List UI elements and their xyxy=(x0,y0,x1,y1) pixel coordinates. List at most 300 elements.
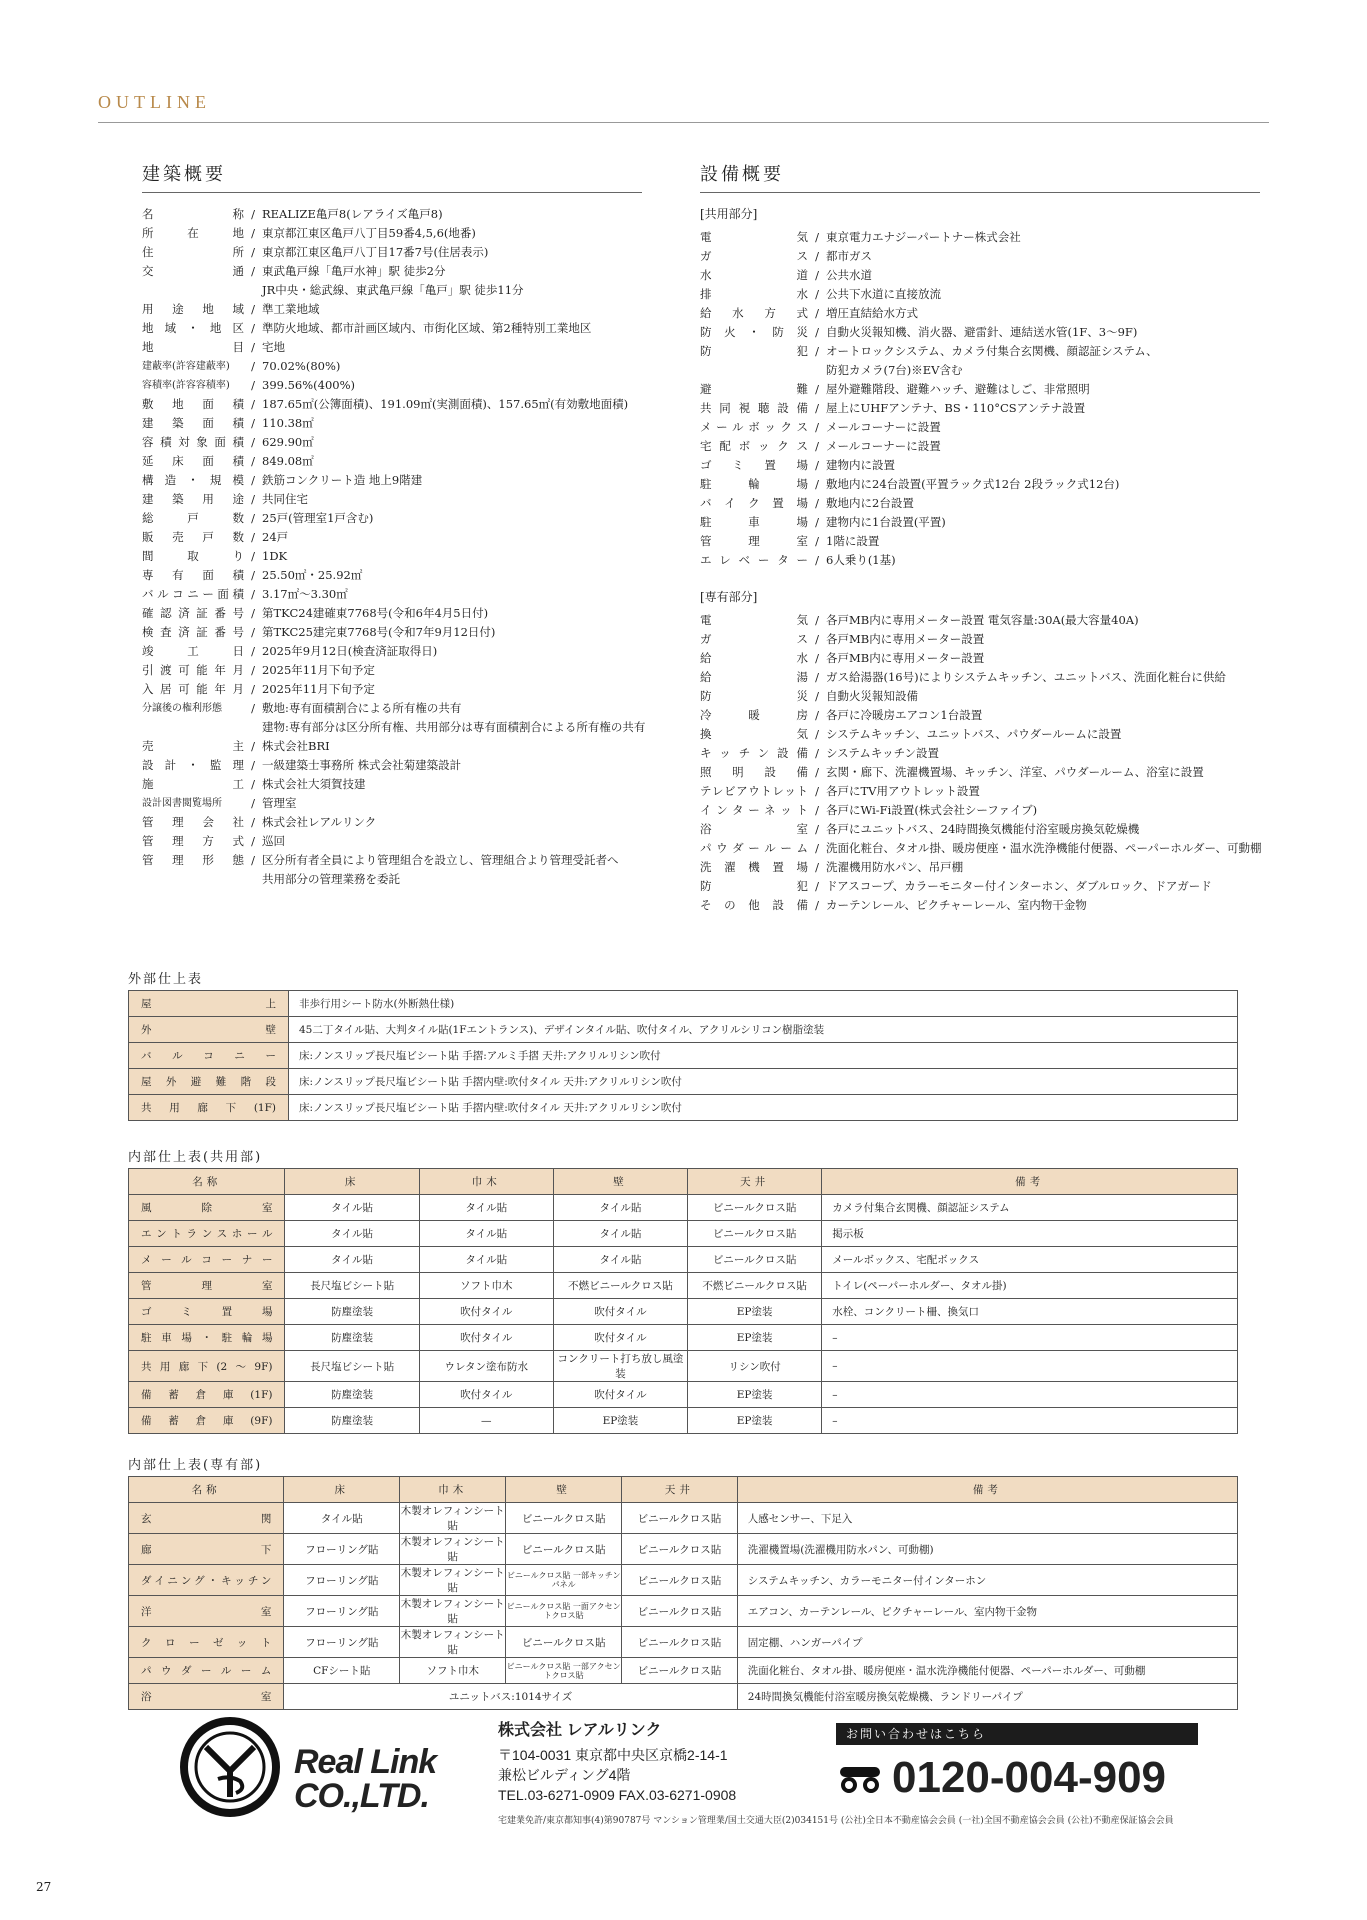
table-cell: EP塗装 xyxy=(688,1408,822,1434)
table-cell: – xyxy=(822,1382,1238,1408)
table-row xyxy=(129,1273,1238,1299)
table-cell: 吹付タイル xyxy=(419,1325,553,1351)
table-cell: エアコン、カーテンレール、ピクチャーレール、室内物干金物 xyxy=(737,1596,1237,1627)
column-header: 名称 xyxy=(129,1169,285,1195)
spec-value: 東京都江東区亀戸八丁目59番4,5,6(地番) xyxy=(262,226,476,240)
spec-separator: / xyxy=(251,701,255,715)
spec-label: 建築用途 xyxy=(142,492,244,506)
row-label: 駐車場・駐輪場 xyxy=(129,1325,285,1351)
spec-row xyxy=(142,528,642,547)
spec-label: ガス xyxy=(700,632,808,646)
table-cell: システムキッチン、カラーモニター付インターホン xyxy=(737,1565,1237,1596)
spec-value: 24戸 xyxy=(262,530,289,544)
spec-row xyxy=(700,228,1260,247)
column-header: 備考 xyxy=(737,1477,1237,1503)
spec-row xyxy=(700,475,1260,494)
spec-value: 25.50㎡・25.92㎡ xyxy=(262,568,363,582)
spec-separator: / xyxy=(815,496,819,510)
spec-label: 住所 xyxy=(142,245,244,259)
spec-label: 確認済証番号 xyxy=(142,606,244,620)
table-cell: 洗面化粧台、タオル掛、暖房便座・温水洗浄機能付便器、ペーパーホルダー、可動棚 xyxy=(737,1658,1237,1684)
spec-label: 排水 xyxy=(700,287,808,301)
interior-common-finish-table xyxy=(128,1168,1238,1434)
row-label: 管理室 xyxy=(129,1273,285,1299)
spec-row xyxy=(700,399,1260,418)
spec-label: 施工 xyxy=(142,777,244,791)
row-label: バルコニー xyxy=(129,1043,289,1069)
column-header: 巾木 xyxy=(400,1477,506,1503)
spec-row xyxy=(142,832,642,851)
table-cell: 不燃ビニールクロス貼 xyxy=(553,1273,687,1299)
spec-row xyxy=(700,649,1260,668)
row-value: 床:ノンスリップ長尺塩ビシート貼 手摺内壁:吹付タイル 天井:アクリルリシン吹付 xyxy=(289,1069,1238,1095)
spec-separator: / xyxy=(815,477,819,491)
table-row xyxy=(129,1299,1238,1325)
row-label: 備蓄倉庫(9F) xyxy=(129,1408,285,1434)
real-link-logo-icon xyxy=(180,1717,280,1817)
column-header: 天井 xyxy=(688,1169,822,1195)
spec-value-continued: 共用部分の管理業務を委託 xyxy=(262,872,400,886)
spec-label: 電気 xyxy=(700,613,808,627)
table-cell: – xyxy=(822,1351,1238,1382)
spec-separator: / xyxy=(251,511,255,525)
license-info: 宅建業免許/東京都知事(4)第90787号 マンション管理業/国土交通大臣(2)034151号 (公社)全日本不動産協会会員 (一社)全国不動産協会会員 (公社)不動産保証協会会員 xyxy=(498,1816,1174,1826)
spec-separator: / xyxy=(251,435,255,449)
table-cell: カメラ付集合玄関機、顔認証システム xyxy=(822,1195,1238,1221)
private-area-list xyxy=(700,611,1260,915)
column-header: 床 xyxy=(285,1169,419,1195)
private-area-title: [専有部分] xyxy=(700,590,758,604)
building-overview xyxy=(142,160,646,889)
spec-separator: / xyxy=(815,632,819,646)
table-row xyxy=(129,1095,1238,1121)
spec-separator: / xyxy=(251,796,255,810)
table-cell: EP塗装 xyxy=(688,1325,822,1351)
spec-row xyxy=(142,262,642,281)
spec-label: 地目 xyxy=(142,340,244,354)
table-row xyxy=(129,1195,1238,1221)
spec-value: 敷地:専有面積割合による所有権の共有 xyxy=(262,701,462,715)
spec-label: 宅配ボックス xyxy=(700,439,808,453)
spec-label: エレベーター xyxy=(700,553,808,567)
spec-label: インターネット xyxy=(700,803,808,817)
row-label: メールコーナー xyxy=(129,1247,285,1273)
spec-separator: / xyxy=(251,492,255,506)
table-cell: — xyxy=(419,1408,553,1434)
interior-private-table-title: 内部仕上表(専有部) xyxy=(128,1458,263,1473)
spec-label: 検査済証番号 xyxy=(142,625,244,639)
spec-value: システムキッチン設置 xyxy=(826,746,940,760)
spec-separator: / xyxy=(815,822,819,836)
spec-label: 防災 xyxy=(700,689,808,703)
row-label: 屋上 xyxy=(129,991,289,1017)
row-label: ゴミ置場 xyxy=(129,1299,285,1325)
spec-label: 防犯 xyxy=(700,344,808,358)
table-cell: ユニットバス:1014サイズ xyxy=(284,1684,737,1710)
spec-row xyxy=(700,630,1260,649)
spec-row xyxy=(142,414,642,433)
spec-separator: / xyxy=(251,454,255,468)
spec-separator: / xyxy=(815,651,819,665)
spec-value: 70.02%(80%) xyxy=(262,359,341,373)
table-row xyxy=(129,1043,1238,1069)
spec-label: 売主 xyxy=(142,739,244,753)
spec-value-continued: JR中央・総武線、東武亀戸線「亀戸」駅 徒歩11分 xyxy=(262,283,524,297)
spec-row xyxy=(700,437,1260,456)
table-cell: ビニールクロス貼 xyxy=(622,1596,738,1627)
spec-separator: / xyxy=(815,268,819,282)
table-cell: ビニールクロス貼 一部アクセントクロス貼 xyxy=(506,1658,622,1684)
spec-separator: / xyxy=(251,226,255,240)
table-cell: タイル貼 xyxy=(285,1247,419,1273)
table-cell: フローリング貼 xyxy=(284,1534,400,1565)
spec-value: 849.08㎡ xyxy=(262,454,314,468)
spec-separator: / xyxy=(251,359,255,373)
table-cell: タイル貼 xyxy=(284,1503,400,1534)
spec-value: 629.90㎡ xyxy=(262,435,314,449)
spec-value: メールコーナーに設置 xyxy=(826,439,941,453)
exterior-table-title: 外部仕上表 xyxy=(128,972,204,987)
spec-separator: / xyxy=(251,207,255,221)
spec-value: 東京電力エナジーパートナー株式会社 xyxy=(826,230,1021,244)
spec-separator: / xyxy=(251,245,255,259)
table-row xyxy=(129,1627,1238,1658)
table-cell: タイル貼 xyxy=(419,1195,553,1221)
spec-row xyxy=(142,661,642,680)
spec-label: ガス xyxy=(700,249,808,263)
spec-label: 避難 xyxy=(700,382,808,396)
table-cell: 防塵塗装 xyxy=(285,1382,419,1408)
spec-label: 駐輪場 xyxy=(700,477,808,491)
brand-line-1: Real Link xyxy=(294,1743,437,1781)
spec-separator: / xyxy=(815,458,819,472)
spec-label: 総戸数 xyxy=(142,511,244,525)
phone-number: 0120-004-909 xyxy=(892,1753,1167,1802)
spec-separator: / xyxy=(815,553,819,567)
column-header: 備考 xyxy=(822,1169,1238,1195)
table-cell: タイル貼 xyxy=(553,1221,687,1247)
brand-name xyxy=(294,1745,436,1813)
table-row xyxy=(129,1596,1238,1627)
table-cell: 洗濯機置場(洗濯機用防水パン、可動棚) xyxy=(737,1534,1237,1565)
spec-value: 自動火災報知設備 xyxy=(826,689,918,703)
spec-separator: / xyxy=(815,879,819,893)
table-cell: ビニールクロス貼 xyxy=(688,1247,822,1273)
table-cell: ビニールクロス貼 xyxy=(506,1503,622,1534)
spec-value: 第TKC24建確東7768号(令和6年4月5日付) xyxy=(262,606,489,620)
spec-value: REALIZE亀戸8(レアライズ亀戸8) xyxy=(262,207,443,221)
spec-value: 2025年11月下旬予定 xyxy=(262,663,375,677)
spec-label: 管理形態 xyxy=(142,853,244,867)
table-cell: 防塵塗装 xyxy=(285,1408,419,1434)
spec-label: 販売戸数 xyxy=(142,530,244,544)
spec-value: 建物内に設置 xyxy=(826,458,895,472)
spec-row xyxy=(142,585,642,604)
company-name: 株式会社 レアルリンク xyxy=(498,1722,662,1739)
spec-row xyxy=(142,604,642,623)
table-cell: フローリング貼 xyxy=(284,1627,400,1658)
column-header: 壁 xyxy=(553,1169,687,1195)
spec-value: 第TKC25建完東7768号(令和7年9月12日付) xyxy=(262,625,496,639)
spec-value: 各戸にTV用アウトレット設置 xyxy=(826,784,980,798)
spec-separator: / xyxy=(815,325,819,339)
spec-value: 敷地内に2台設置 xyxy=(826,496,914,510)
spec-value: ガス給湯器(16号)によりシステムキッチン、ユニットバス、洗面化粧台に供給 xyxy=(826,670,1226,684)
table-cell: 長尺塩ビシート貼 xyxy=(285,1273,419,1299)
spec-label: パウダールーム xyxy=(700,841,808,855)
row-label: 浴室 xyxy=(129,1684,284,1710)
spec-separator: / xyxy=(815,765,819,779)
row-label: 屋外避難階段 xyxy=(129,1069,289,1095)
spec-label: 竣工日 xyxy=(142,644,244,658)
row-label: 共用廊下(2〜9F) xyxy=(129,1351,285,1382)
spec-label: 専有面積 xyxy=(142,568,244,582)
spec-value: 都市ガス xyxy=(826,249,872,263)
spec-row xyxy=(700,418,1260,437)
table-cell: EP塗装 xyxy=(688,1299,822,1325)
spec-separator: / xyxy=(815,708,819,722)
spec-separator: / xyxy=(815,382,819,396)
spec-value: 1階に設置 xyxy=(826,534,880,548)
table-cell: 吹付タイル xyxy=(553,1325,687,1351)
table-cell: タイル貼 xyxy=(419,1247,553,1273)
column-header: 床 xyxy=(284,1477,400,1503)
table-cell: タイル貼 xyxy=(553,1247,687,1273)
spec-value: 敷地内に24台設置(平置ラック式12台 2段ラック式12台) xyxy=(826,477,1120,491)
table-cell: タイル貼 xyxy=(419,1221,553,1247)
spec-row xyxy=(142,566,642,585)
spec-label: 照明設備 xyxy=(700,765,808,779)
table-cell: ビニールクロス貼 xyxy=(622,1503,738,1534)
table-cell: 木製オレフィンシート貼 xyxy=(400,1565,506,1596)
spec-row xyxy=(142,452,642,471)
table-header-row xyxy=(129,1169,1238,1195)
spec-separator: / xyxy=(251,663,255,677)
spec-separator: / xyxy=(251,739,255,753)
spec-row xyxy=(142,490,642,509)
spec-row xyxy=(700,744,1260,763)
spec-value: 宅地 xyxy=(262,340,285,354)
row-label: 外壁 xyxy=(129,1017,289,1043)
table-row xyxy=(129,1408,1238,1434)
free-dial-icon xyxy=(838,1763,882,1793)
spec-label: 設計図書閲覧場所 xyxy=(142,798,222,809)
table-row xyxy=(129,991,1238,1017)
spec-separator: / xyxy=(251,473,255,487)
spec-label: バルコニー面積 xyxy=(142,587,244,601)
page-number: 27 xyxy=(36,1880,52,1894)
spec-value: 準防火地域、都市計画区域内、市街化区域、第2種特別工業地区 xyxy=(262,321,592,335)
spec-separator: / xyxy=(815,230,819,244)
spec-row xyxy=(142,376,642,395)
spec-value: 110.38㎡ xyxy=(262,416,314,430)
spec-row xyxy=(142,224,642,243)
spec-label: 冷暖房 xyxy=(700,708,808,722)
row-label: 風除室 xyxy=(129,1195,285,1221)
spec-row xyxy=(700,551,1260,570)
spec-row xyxy=(142,395,642,414)
spec-separator: / xyxy=(251,777,255,791)
table-cell: 防塵塗装 xyxy=(285,1299,419,1325)
table-cell: 固定棚、ハンガーパイプ xyxy=(737,1627,1237,1658)
spec-label: 管理会社 xyxy=(142,815,244,829)
spec-label: 洗濯機置場 xyxy=(700,860,808,874)
row-value: 床:ノンスリップ長尺塩ビシート貼 手摺:アルミ手摺 天井:アクリルリシン吹付 xyxy=(289,1043,1238,1069)
spec-row xyxy=(700,858,1260,877)
spec-row xyxy=(700,342,1260,361)
spec-value: 鉄筋コンクリート造 地上9階建 xyxy=(262,473,423,487)
table-cell: ビニールクロス貼 xyxy=(622,1565,738,1596)
spec-label: 間取り xyxy=(142,549,244,563)
spec-separator: / xyxy=(815,287,819,301)
building-overview-title: 建築概要 xyxy=(142,160,642,193)
spec-row xyxy=(700,532,1260,551)
equipment-overview xyxy=(700,160,1260,915)
interior-common-table-title: 内部仕上表(共用部) xyxy=(128,1150,263,1165)
column-header: 壁 xyxy=(506,1477,622,1503)
spec-separator: / xyxy=(815,898,819,912)
spec-label: メールボックス xyxy=(700,420,808,434)
spec-value: 東京都江東区亀戸八丁目17番7号(住居表示) xyxy=(262,245,489,259)
spec-label: ゴミ置場 xyxy=(700,458,808,472)
spec-value: 株式会社BRI xyxy=(262,739,330,753)
spec-row xyxy=(700,820,1260,839)
brand-line-2: CO.,LTD. xyxy=(294,1777,429,1815)
table-cell: ビニールクロス貼 xyxy=(688,1221,822,1247)
spec-separator: / xyxy=(815,534,819,548)
row-value: 45二丁タイル貼、大判タイル貼(1Fエントランス)、デザインタイル貼、吹付タイル、アクリルシリコン樹脂塗装 xyxy=(289,1017,1238,1043)
table-row xyxy=(129,1565,1238,1596)
table-cell: コンクリート打ち放し風塗装 xyxy=(553,1351,687,1382)
spec-row xyxy=(700,611,1260,630)
table-cell: メールボックス、宅配ボックス xyxy=(822,1247,1238,1273)
spec-value: 巡回 xyxy=(262,834,285,848)
table-cell: ビニールクロス貼 xyxy=(622,1658,738,1684)
company-telfax: TEL.03-6271-0909 FAX.03-6271-0908 xyxy=(498,1787,737,1803)
spec-value: 2025年9月12日(検査済証取得日) xyxy=(262,644,438,658)
outline-rule xyxy=(98,122,1269,123)
table-cell: リシン吹付 xyxy=(688,1351,822,1382)
table-cell: ビニールクロス貼 一部キッチンパネル xyxy=(506,1565,622,1596)
spec-value: 株式会社大須賀技建 xyxy=(262,777,366,791)
spec-value: 建物内に1台設置(平置) xyxy=(826,515,946,529)
spec-label: 共同視聴設備 xyxy=(700,401,808,415)
table-row xyxy=(129,1351,1238,1382)
spec-row xyxy=(142,623,642,642)
row-label: ダイニング・キッチン xyxy=(129,1565,284,1596)
spec-row xyxy=(700,304,1260,323)
table-row xyxy=(129,1503,1238,1534)
spec-row xyxy=(142,319,642,338)
spec-label: 浴室 xyxy=(700,822,808,836)
table-cell: 木製オレフィンシート貼 xyxy=(400,1627,506,1658)
spec-row xyxy=(700,513,1260,532)
spec-separator: / xyxy=(815,344,819,358)
table-cell: 長尺塩ビシート貼 xyxy=(285,1351,419,1382)
table-cell: タイル貼 xyxy=(553,1195,687,1221)
table-cell: ビニールクロス貼 xyxy=(506,1627,622,1658)
spec-value: 各戸にユニットバス、24時間換気機能付浴室暖房換気乾燥機 xyxy=(826,822,1140,836)
spec-label: 換気 xyxy=(700,727,808,741)
spec-label: 水道 xyxy=(700,268,808,282)
spec-value: 1DK xyxy=(262,549,288,563)
spec-value: 増圧直結給水方式 xyxy=(826,306,918,320)
table-cell: フローリング貼 xyxy=(284,1596,400,1627)
contact-label: お問い合わせはこちら xyxy=(836,1723,1198,1745)
row-label: 備蓄倉庫(1F) xyxy=(129,1382,285,1408)
table-cell: 吹付タイル xyxy=(419,1299,553,1325)
spec-separator: / xyxy=(251,397,255,411)
spec-separator: / xyxy=(251,530,255,544)
spec-label: バイク置場 xyxy=(700,496,808,510)
spec-separator: / xyxy=(251,587,255,601)
spec-value: システムキッチン、ユニットバス、パウダールームに設置 xyxy=(826,727,1122,741)
spec-row xyxy=(700,285,1260,304)
spec-row xyxy=(142,699,642,718)
spec-separator: / xyxy=(251,264,255,278)
column-header: 巾木 xyxy=(419,1169,553,1195)
spec-value: 東武亀戸線「亀戸水神」駅 徒歩2分 xyxy=(262,264,446,278)
spec-value: 399.56%(400%) xyxy=(262,378,356,392)
spec-separator: / xyxy=(251,378,255,392)
spec-separator: / xyxy=(251,815,255,829)
spec-separator: / xyxy=(251,568,255,582)
table-row xyxy=(129,1658,1238,1684)
spec-separator: / xyxy=(815,306,819,320)
spec-label: 防火・防災 xyxy=(700,325,808,339)
spec-value-continued: 建物:専有部分は区分所有権、共用部分は専有面積割合による所有権の共有 xyxy=(262,720,646,734)
table-row xyxy=(129,1684,1238,1710)
spec-value: 各戸に冷暖房エアコン1台設置 xyxy=(826,708,983,722)
table-cell: ビニールクロス貼 一面アクセントクロス貼 xyxy=(506,1596,622,1627)
spec-row xyxy=(700,706,1260,725)
spec-separator: / xyxy=(251,834,255,848)
row-value: 床:ノンスリップ長尺塩ビシート貼 手摺内壁:吹付タイル 天井:アクリルリシン吹付 xyxy=(289,1095,1238,1121)
table-row xyxy=(129,1069,1238,1095)
spec-label: テレビアウトレット xyxy=(700,784,808,798)
table-cell: 人感センサー、下足入 xyxy=(737,1503,1237,1534)
table-cell: ビニールクロス貼 xyxy=(622,1627,738,1658)
spec-label: 用途地域 xyxy=(142,302,244,316)
spec-row xyxy=(142,433,642,452)
free-dial[interactable] xyxy=(838,1753,1166,1803)
table-cell: ソフト巾木 xyxy=(419,1273,553,1299)
row-label: 洋室 xyxy=(129,1596,284,1627)
spec-separator: / xyxy=(251,340,255,354)
table-cell: ソフト巾木 xyxy=(400,1658,506,1684)
spec-separator: / xyxy=(251,644,255,658)
spec-row xyxy=(142,357,642,376)
spec-row xyxy=(142,300,642,319)
row-label: エントランスホール xyxy=(129,1221,285,1247)
table-row xyxy=(129,1017,1238,1043)
table-cell: – xyxy=(822,1408,1238,1434)
spec-separator: / xyxy=(251,321,255,335)
spec-row xyxy=(142,794,642,813)
table-row xyxy=(129,1382,1238,1408)
table-cell: 掲示板 xyxy=(822,1221,1238,1247)
spec-row xyxy=(142,775,642,794)
spec-separator: / xyxy=(251,682,255,696)
common-area-list xyxy=(700,228,1260,570)
spec-row xyxy=(700,668,1260,687)
table-row xyxy=(129,1534,1238,1565)
spec-row xyxy=(700,801,1260,820)
table-cell: 水栓、コンクリート柵、換気口 xyxy=(822,1299,1238,1325)
spec-value: 2025年11月下旬予定 xyxy=(262,682,375,696)
table-cell: CFシート貼 xyxy=(284,1658,400,1684)
spec-separator: / xyxy=(815,439,819,453)
